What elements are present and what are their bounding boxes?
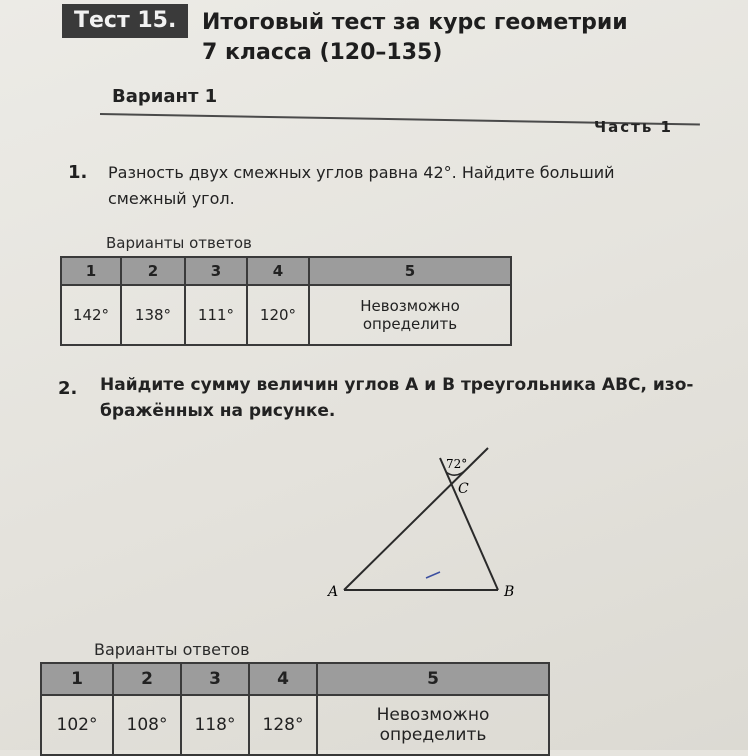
header-cell: 2 xyxy=(121,257,185,285)
title-line-1: Итоговый тест за курс геометрии xyxy=(202,10,628,35)
header-cell: 5 xyxy=(309,257,511,285)
triangle-figure xyxy=(322,440,522,610)
table-row xyxy=(61,285,511,345)
header-cell: 5 xyxy=(317,663,549,695)
title-line-2: 7 класса (120–135) xyxy=(202,40,443,65)
answer-option-5[interactable] xyxy=(317,695,549,755)
question-2-line-2: бражённых на рисунке. xyxy=(100,401,336,421)
answer-option-5-line-2: определить xyxy=(379,725,487,745)
header-cell: 4 xyxy=(249,663,317,695)
vertex-label-c: C xyxy=(458,481,469,497)
answer-option-1[interactable]: 142° xyxy=(61,285,121,345)
page-title xyxy=(202,8,628,68)
vertex-label-b: B xyxy=(504,584,515,600)
question-2-answers-table xyxy=(40,662,550,756)
angle-label: 72° xyxy=(446,457,468,471)
answer-option-5-line-1: Невозможно xyxy=(360,297,460,315)
header-cell: 3 xyxy=(181,663,249,695)
question-1-answers-label: Варианты ответов xyxy=(106,234,252,252)
header-cell: 4 xyxy=(247,257,309,285)
answer-option-4[interactable]: 128° xyxy=(249,695,317,755)
header-cell: 1 xyxy=(61,257,121,285)
answer-option-4[interactable]: 120° xyxy=(247,285,309,345)
question-1-line-1: Разность двух смежных углов равна 42°. Найдите больший xyxy=(108,163,615,182)
answer-option-2[interactable]: 138° xyxy=(121,285,185,345)
answer-option-2[interactable]: 108° xyxy=(113,695,181,755)
question-2-text xyxy=(100,372,693,424)
answer-option-3[interactable]: 111° xyxy=(185,285,247,345)
table-row xyxy=(41,695,549,755)
question-1-line-2: смежный угол. xyxy=(108,189,235,208)
answer-option-5[interactable] xyxy=(309,285,511,345)
answer-option-5-line-2: определить xyxy=(362,315,458,333)
table-row xyxy=(61,257,511,285)
question-2-number: 2. xyxy=(58,378,78,399)
test-badge: Тест 15. xyxy=(62,4,188,38)
variant-heading: Вариант 1 xyxy=(112,86,218,107)
question-2-line-1: Найдите сумму величин углов A и B треугольника ABC, изо- xyxy=(100,375,694,395)
line-bc-extended xyxy=(440,458,498,590)
part-heading: Часть 1 xyxy=(594,118,673,136)
header-cell: 2 xyxy=(113,663,181,695)
header-cell: 1 xyxy=(41,663,113,695)
question-1-text xyxy=(108,160,615,212)
header-cell: 3 xyxy=(185,257,247,285)
answer-option-3[interactable]: 118° xyxy=(181,695,249,755)
answer-option-5-line-1: Невозможно xyxy=(376,705,490,725)
answer-option-1[interactable]: 102° xyxy=(41,695,113,755)
table-row xyxy=(41,663,549,695)
pen-mark xyxy=(426,572,440,578)
question-1-answers-table xyxy=(60,256,512,346)
question-2-answers-label: Варианты ответов xyxy=(94,640,250,659)
vertex-label-a: A xyxy=(328,584,339,600)
question-1-number: 1. xyxy=(68,162,88,183)
